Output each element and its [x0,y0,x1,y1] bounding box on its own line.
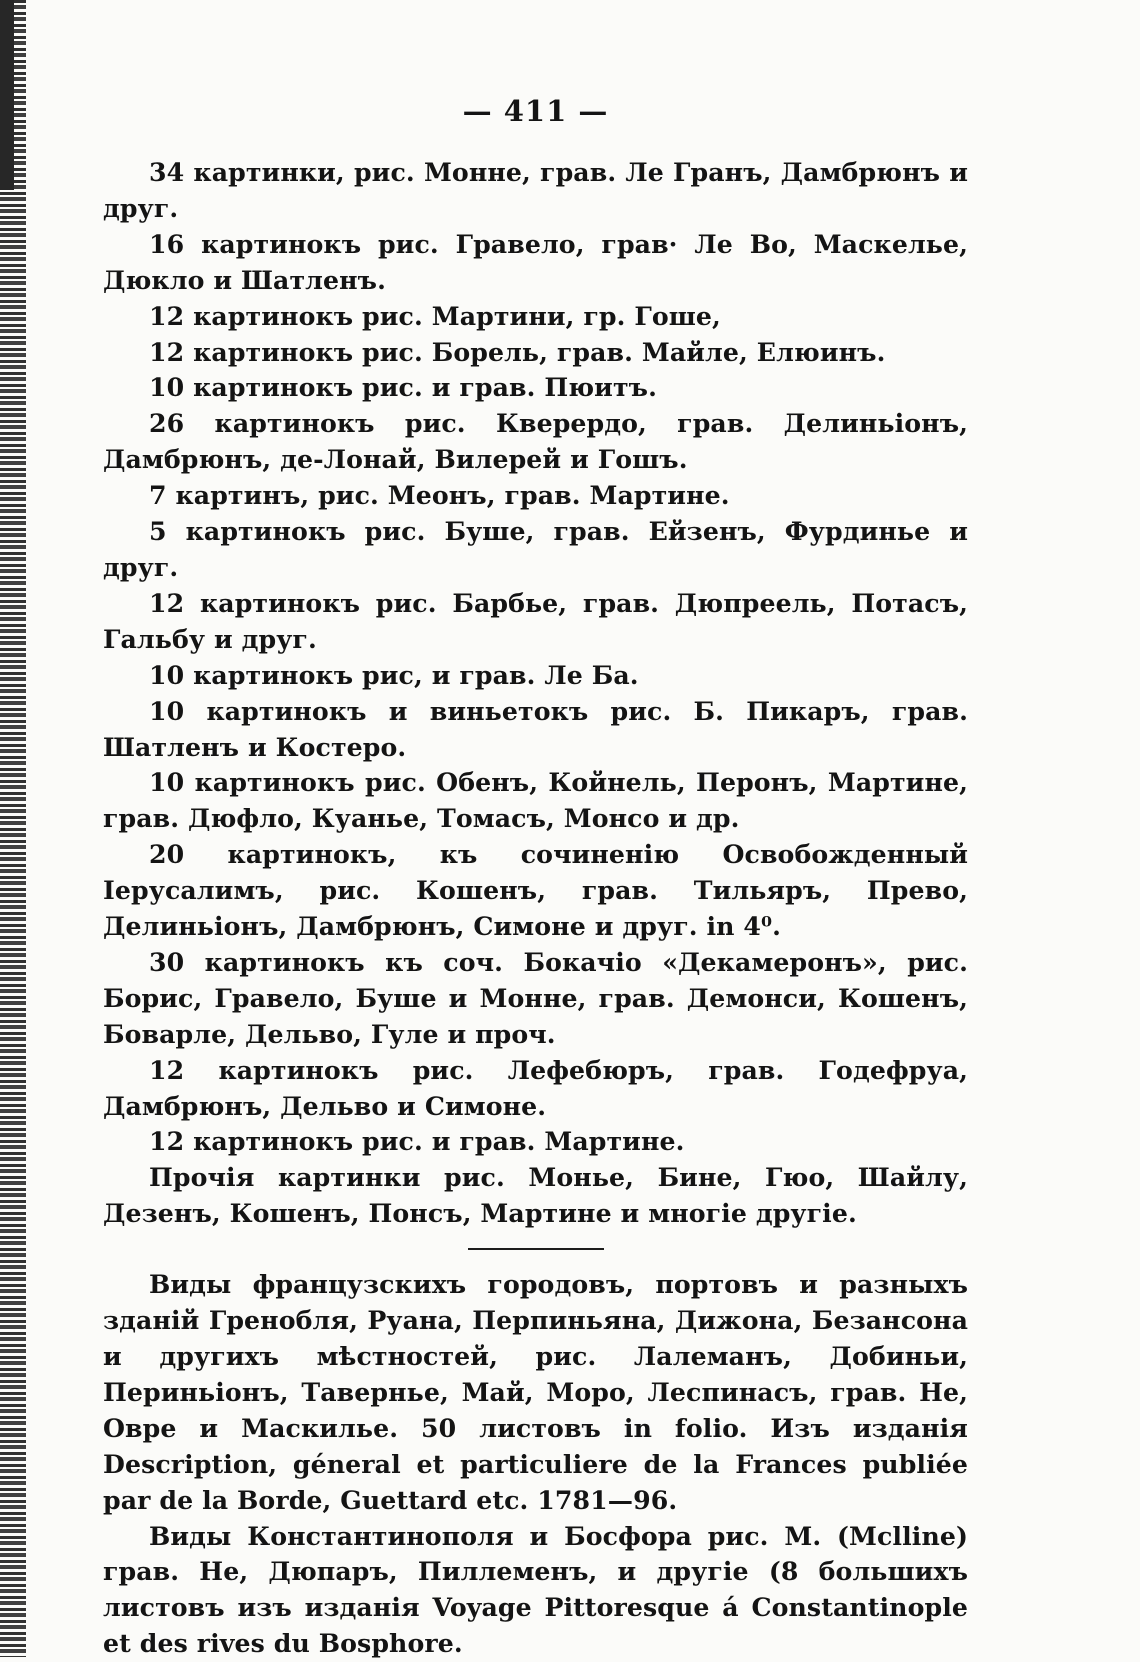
entry-7: 7 картинъ, рис. Меонъ, грав. Мартине. [149,480,730,511]
entry-14: 30 картинокъ къ соч. Бокачіо «Декамеронъ», рис. Борис, Гравело, Буше и Монне, грав. Демонси, Кошенъ, Боварле, Дельво, Гуле и проч. [103,946,968,1049]
section-divider [468,1248,604,1250]
entry-5: 10 картинокъ рис. и грав. Пюитъ. [149,372,657,403]
entry-8: 5 картинокъ рис. Буше, грав. Ейзенъ, Фурдинье и друг. [103,516,968,582]
entry-10: 10 картинокъ рис, и грав. Ле Ба. [149,659,639,690]
entry-2: 16 картинокъ рис. Гравело, грав· Ле Во, Маскелье, Дюкло и Шатленъ. [103,228,968,295]
entry-6: 26 картинокъ рис. Кверердо, грав. Делиньіонъ, Дамбрюнъ, де-Лонай, Вилерей и Гошъ. [103,408,968,475]
entry-1: 34 картинки, рис. Монне, грав. Ле Гранъ, Дамбрюнъ и друг. [103,157,968,223]
page-number: — 411 — [462,94,609,128]
views-paragraph-2: Виды Константинополя и Босфора рис. М. (Mclline) грав. Не, Дюпаръ, Пиллеменъ, и другіе (8 большихъ листовъ изъ изданія Voyage Pittoresque á Constantinople et des rives du Bosphore. [103,1520,968,1659]
entry-12: 10 картинокъ рис. Обенъ, Койнель, Перонъ, Мартине, грав. Дюфло, Куанье, Томасъ, Монсо и др. [103,767,968,834]
entry-15: 12 картинокъ рис. Лефебюръ, грав. Годефруа, Дамбрюнъ, Дельво и Симоне. [103,1054,968,1121]
entry-9: 12 картинокъ рис. Барбье, грав. Дюпреель, Потасъ, Гальбу и друг. [103,587,968,654]
scan-edge-shadow [0,0,26,1657]
page-body [103,93,968,1662]
entry-11: 10 картинокъ и виньетокъ рис. Б. Пикаръ, грав. Шатленъ и Костеро. [103,695,968,762]
entry-16: 12 картинокъ рис. и грав. Мартине. [149,1126,685,1157]
entry-17: Прочія картинки рис. Монье, Бине, Гюо, Шайлу, Дезенъ, Кошенъ, Понсъ, Мартине и многіе другіе. [103,1162,968,1229]
entry-4: 12 картинокъ рис. Борель, грав. Майле, Елюинъ. [149,336,886,367]
entry-13: 20 картинокъ, къ сочиненію Освобожденный Іерусалимъ, рис. Кошенъ, грав. Тильяръ, Прево, Делиньіонъ, Дамбрюнъ, Симоне и друг. in 4⁰. [103,839,968,942]
views-paragraph-1: Виды французскихъ городовъ, портовъ и разныхъ зданій Гренобля, Руана, Перпиньяна, Дижона, Безансона и другихъ мѣстностей, рис. Лалеманъ, Добиньи, Периньіонъ, Тавернье, Май, Моро, Леспинасъ, грав. Не, Овре и Маскилье. 50 листовъ in folio. Изъ изданія Description, géneral et particuliere de la Frances publiée par de la Borde, Guettard etc. 1781—96. [103,1269,968,1515]
entry-3: 12 картинокъ рис. Мартини, гр. Гоше, [149,300,721,331]
